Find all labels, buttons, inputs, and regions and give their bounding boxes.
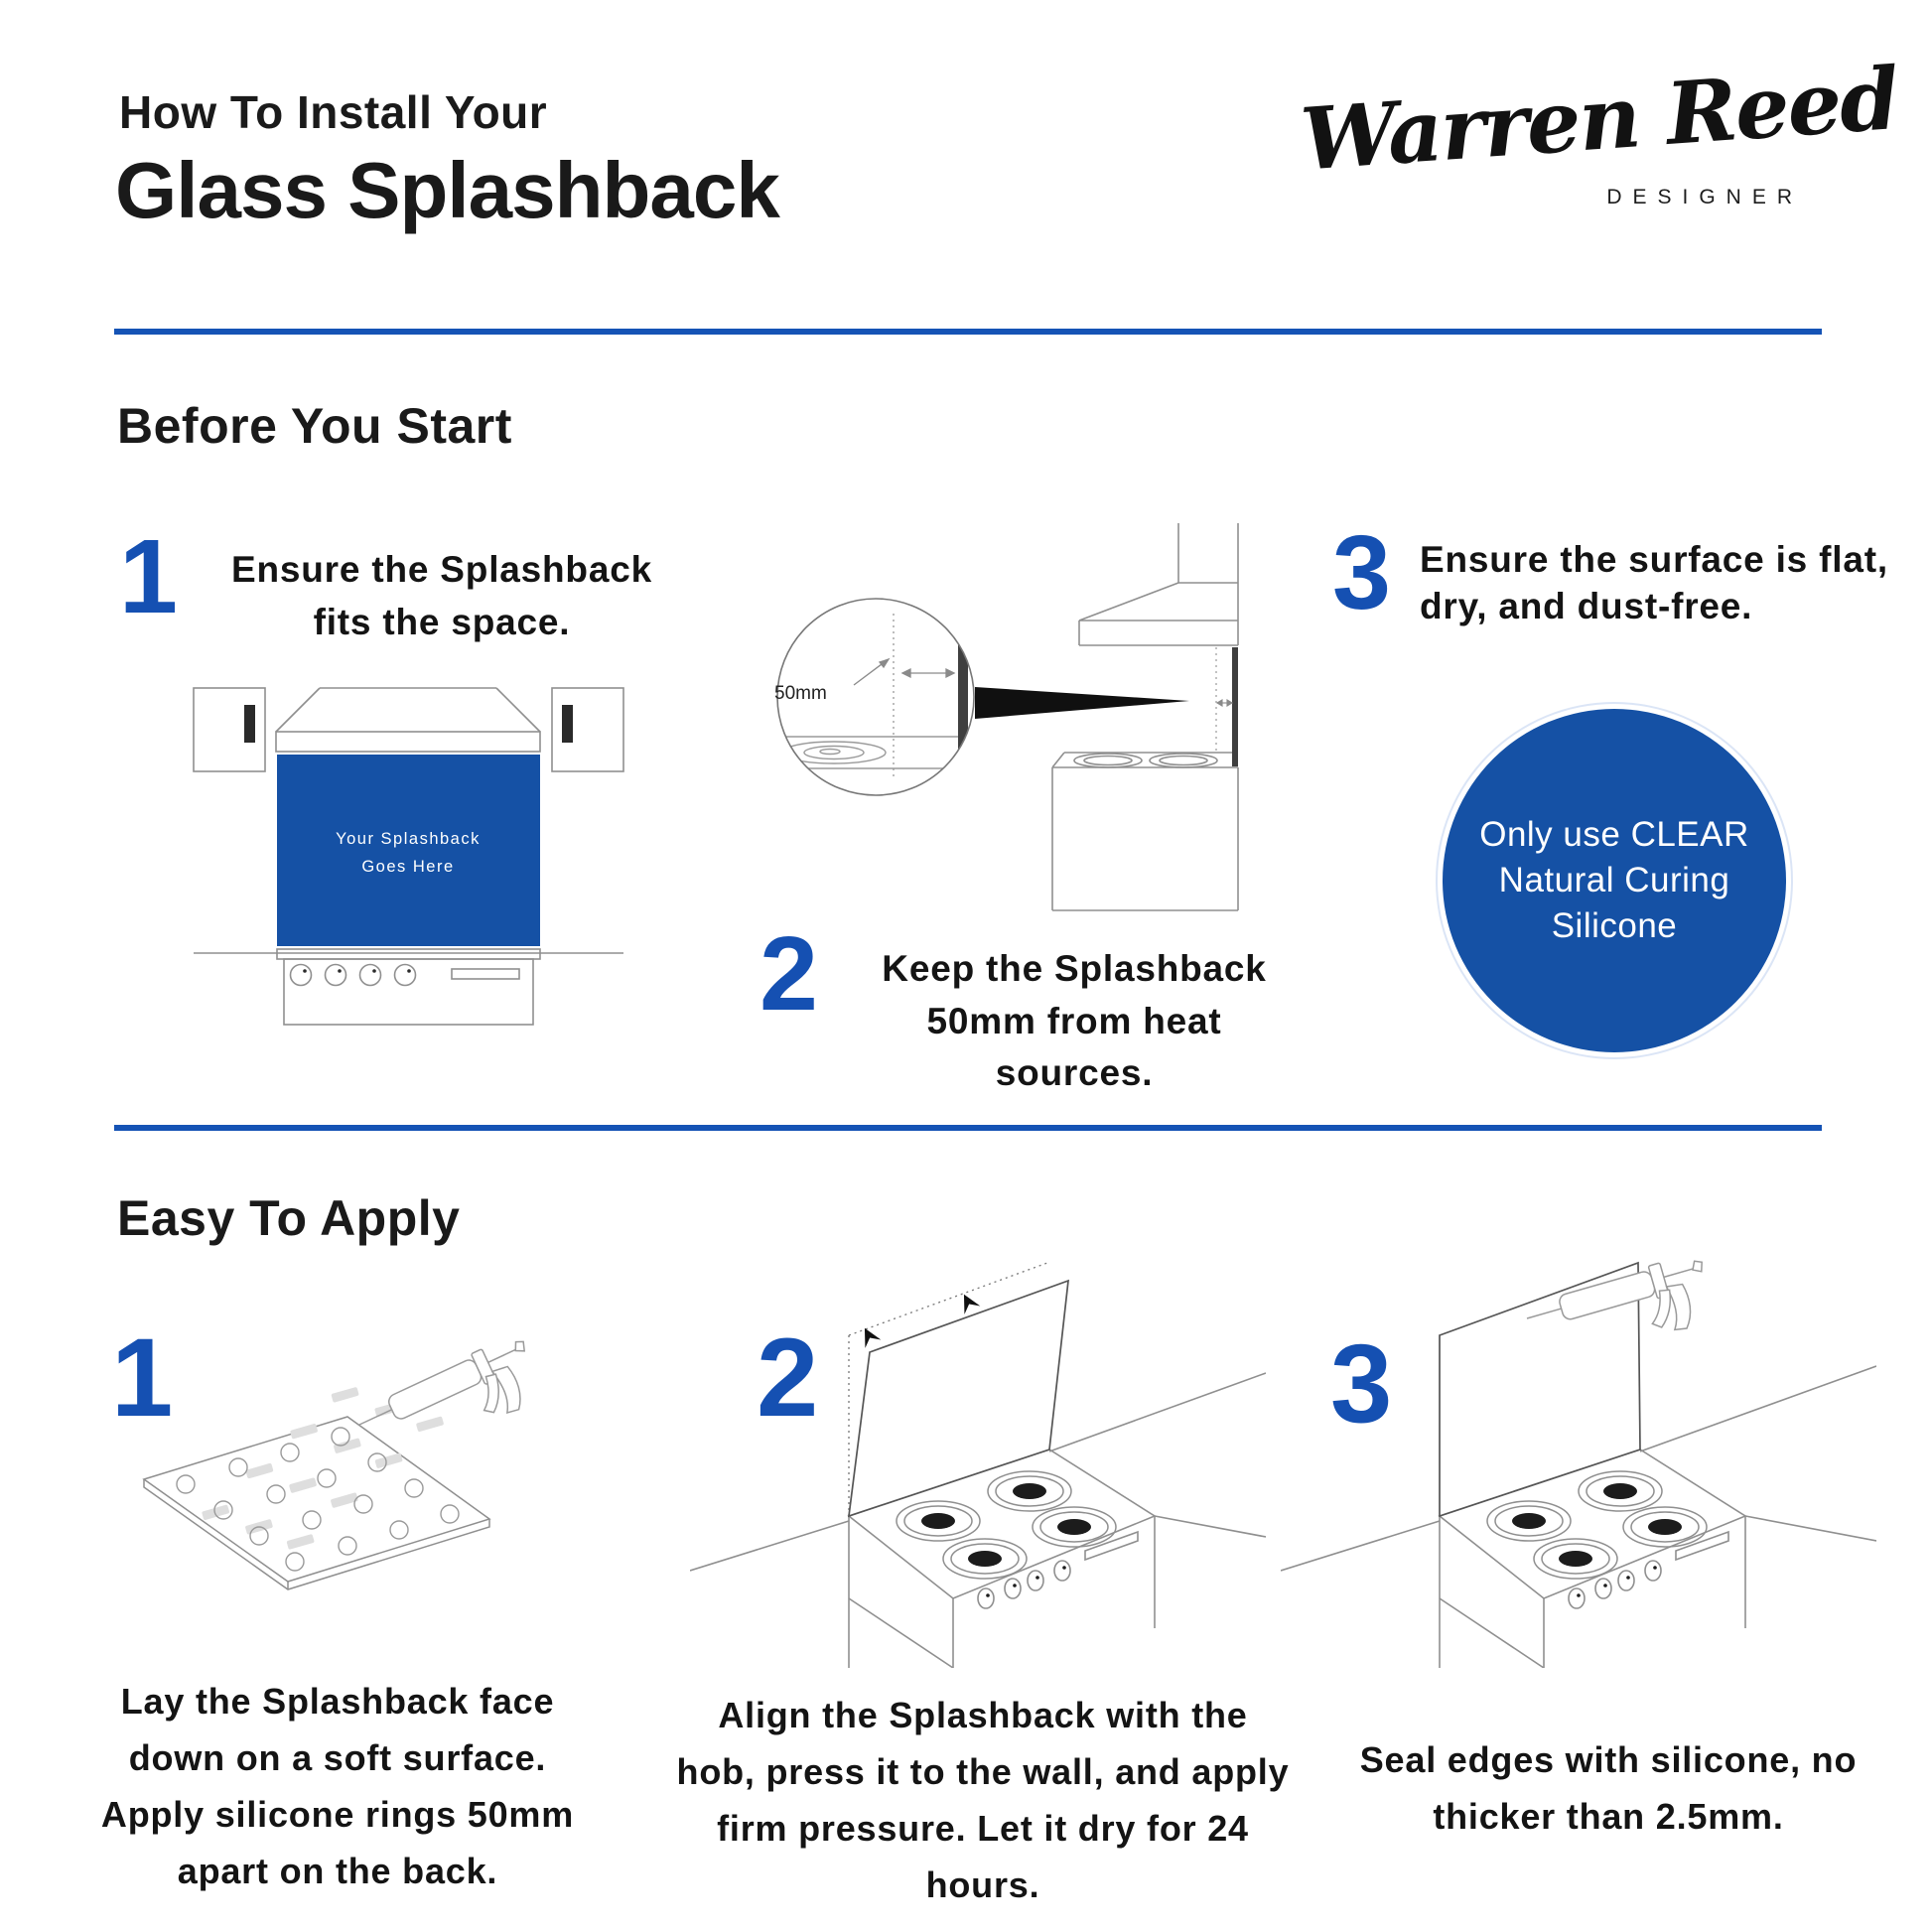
brand-signature: Warren Reed [1298, 48, 1901, 191]
left-cabinet-handle [244, 705, 255, 743]
stove-knob [291, 965, 312, 986]
silicone-note-circle [1443, 709, 1786, 1052]
apply-step3-number: 3 [1330, 1321, 1393, 1446]
splashback-panel [277, 755, 540, 946]
section-heading-easy-to-apply: Easy To Apply [117, 1190, 461, 1246]
measurement-label: 50mm [774, 683, 827, 704]
apply-step1-caption: Lay the Splashback face down on a soft surface. Apply silicone rings 50mm apart on the back. [100, 1681, 575, 1891]
fit-the-space-diagram [139, 655, 655, 1082]
cooker-hood-flare [276, 688, 540, 732]
note-line3: Silicone [1551, 906, 1678, 946]
brand-logo [1298, 48, 1901, 209]
stove-top-strip [277, 949, 540, 959]
before-step1-number: 1 [119, 518, 178, 635]
right-cabinet-handle [562, 705, 573, 743]
header-divider [114, 329, 1822, 335]
note-line1: Only use CLEAR [1479, 814, 1749, 854]
before-step1-text: Ensure the Splashback fits the space. [231, 549, 652, 642]
page-title-line1: How To Install Your [119, 86, 548, 138]
magnifier-pointer [975, 687, 1189, 719]
align-splashback-diagram [690, 1251, 1266, 1668]
apply-step2-number: 2 [757, 1315, 819, 1440]
before-step2-number: 2 [759, 915, 818, 1033]
seal-edges-diagram [1281, 1251, 1876, 1668]
cooker-hood-body [276, 732, 540, 752]
note-line2: Natural Curing [1498, 860, 1730, 899]
apply-step1-number: 1 [111, 1315, 174, 1440]
splashback-panel-label-line2: Goes Here [361, 858, 455, 876]
splashback-edge-on-wall [1232, 647, 1238, 766]
stove-knob [395, 965, 416, 986]
section-divider [114, 1125, 1822, 1131]
splashback-edge-magnified [958, 614, 968, 780]
page-title-line2: Glass Splashback [115, 146, 779, 234]
tilted-splashback-panel [849, 1281, 1068, 1516]
before-step2-text: Keep the Splashback 50mm from heat sources. [882, 948, 1267, 1094]
stove-knob [360, 965, 381, 986]
splashback-board [144, 1417, 489, 1582]
section-heading-before-you-start: Before You Start [117, 398, 512, 454]
before-step3-number: 3 [1332, 514, 1391, 631]
apply-step3-caption: Seal edges with silicone, no thicker than 2.5mm. [1359, 1739, 1858, 1837]
before-step3-text: Ensure the surface is flat, dry, and dust-free. [1420, 539, 1888, 627]
splashback-panel-label-line1: Your Splashback [336, 830, 481, 848]
silicone-rings-diagram [99, 1330, 576, 1628]
stove-knob [326, 965, 346, 986]
brand-subtitle: DESIGNER [1606, 186, 1803, 208]
heat-distance-diagram [715, 477, 1311, 933]
apply-step2-caption: Align the Splashback with the hob, press it to the wall, and apply firm pressure. Let it dry for 24 hours. [676, 1695, 1290, 1905]
stove-handle [452, 969, 519, 979]
